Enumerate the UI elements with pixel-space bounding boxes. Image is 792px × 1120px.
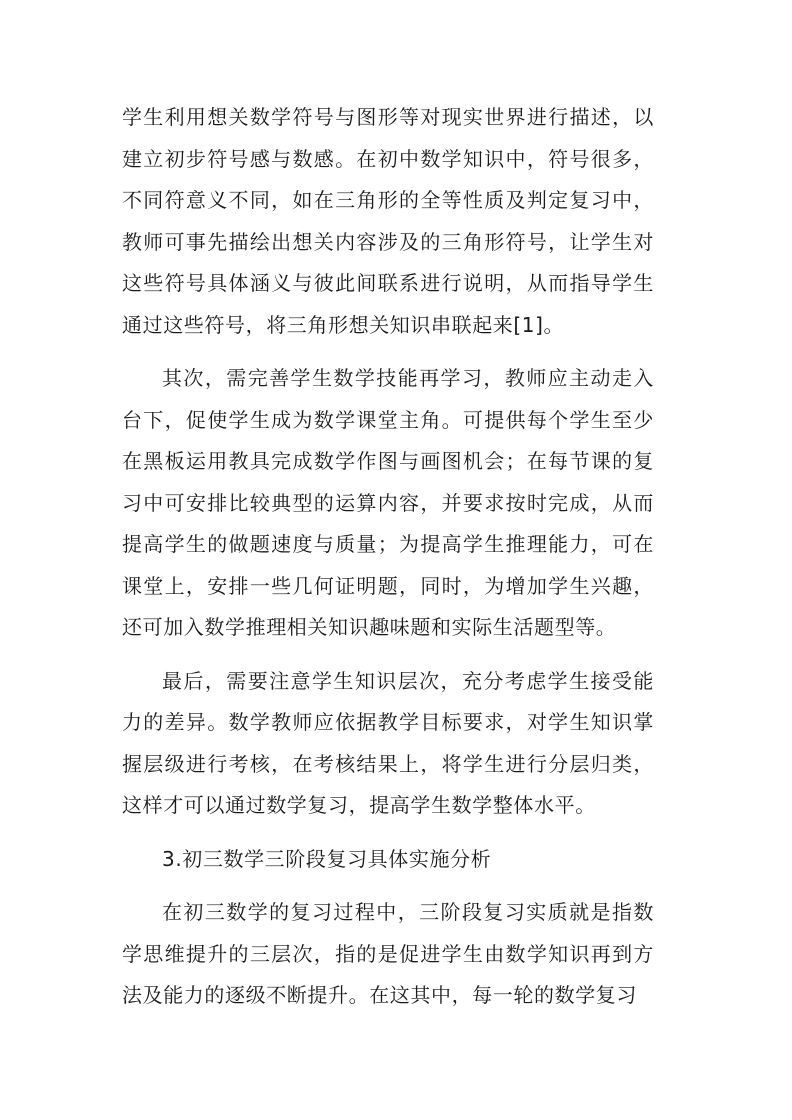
paragraph-symbols: 学生利用想关数学符号与图形等对现实世界进行描述，以建立初步符号感与数感。在初中数学知识中，符号很多，不同符意义不同，如在三角形的全等性质及判定复习中，教师可事先描绘出想关内容涉及的三角形符号，让学生对这些符号具体涵义与彼此间联系进行说明，从而指导学生通过这些符号，将三角形想关知识串联起来[1]。 bbox=[122, 105, 654, 337]
section-heading: 3.初三数学三阶段复习具体实施分析 bbox=[162, 846, 492, 871]
paragraph-three-stage: 在初三数学的复习过程中，三阶段复习实质就是指数学思维提升的三层次，指的是促进学生由数学知识再到方法及能力的逐级不断提升。在这其中，每一轮的数学复习 bbox=[122, 900, 654, 1007]
paragraph-skills: 其次，需完善学生数学技能再学习，教师应主动走入台下，促使学生成为数学课堂主角。可提供每个学生至少在黑板运用教具完成数学作图与画图机会；在每节课的复习中可安排比较典型的运算内容，并要求按时完成，从而提高学生的做题速度与质量；为提高学生推理能力，可在课堂上，安排一些几何证明题，同时，为增加学生兴趣，还可加入数学推理相关知识趣味题和实际生活题型等。 bbox=[122, 366, 654, 639]
document-body bbox=[122, 97, 654, 1017]
paragraph-levels: 最后，需要注意学生知识层次，充分考虑学生接受能力的差异。数学教师应依据教学目标要求，对学生知识掌握层级进行考核，在考核结果上，将学生进行分层归类，这样才可以通过数学复习，提高学生数学整体水平。 bbox=[122, 668, 654, 817]
